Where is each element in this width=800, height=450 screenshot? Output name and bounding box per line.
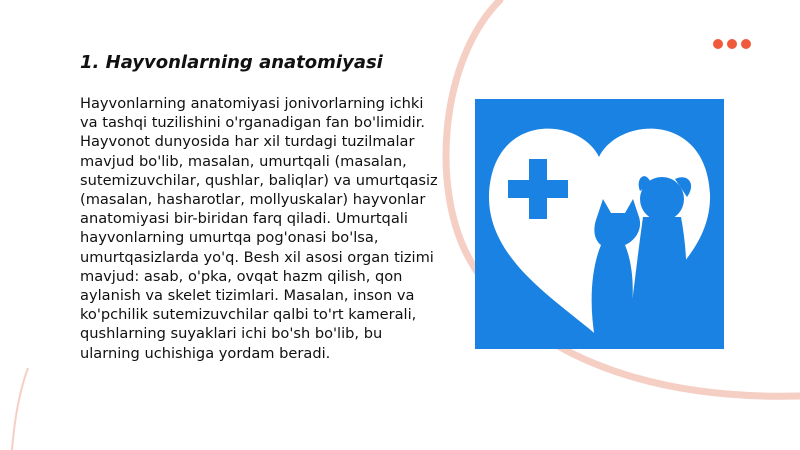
decorative-dots: [713, 39, 751, 49]
dot-1: [713, 39, 723, 49]
small-left-arc: [12, 368, 28, 450]
dot-2: [727, 39, 737, 49]
dot-3: [741, 39, 751, 49]
slide-body-text: Hayvonlarning anatomiyasi jonivorlarning ichki va tashqi tuzilishini o'rganadigan fan bo'limidir. Hayvonot dunyosida har xil turdagi tuzilmalar mavjud bo'lib, masalan, umurtqali (masalan, sutemizuvchilar, qushlar, baliqlar) va umurtqasiz (masalan, hasharotlar, mollyuskalar) hayvonlar anatomiyasi bir-biridan farq qiladi. Umurtqali hayvonlarning umurtqa pog'onasi bo'lsa, umurtqasizlarda yo'q. Besh xil asosi organ tizimi mavjud: asab, o'pka, ovqat hazm qilish, qon aylanish va skelet tizimlari. Masalan, inson va ko'pchilik sutemizuvchilar qalbi to'rt kamerali, qushlarning suyaklari ichi bo'sh bo'lib, bu ularning uchishiga yordam beradi.: [80, 95, 438, 362]
veterinary-heart-icon: [475, 99, 724, 349]
slide-title: 1. Hayvonlarning anatomiyasi: [80, 52, 383, 73]
